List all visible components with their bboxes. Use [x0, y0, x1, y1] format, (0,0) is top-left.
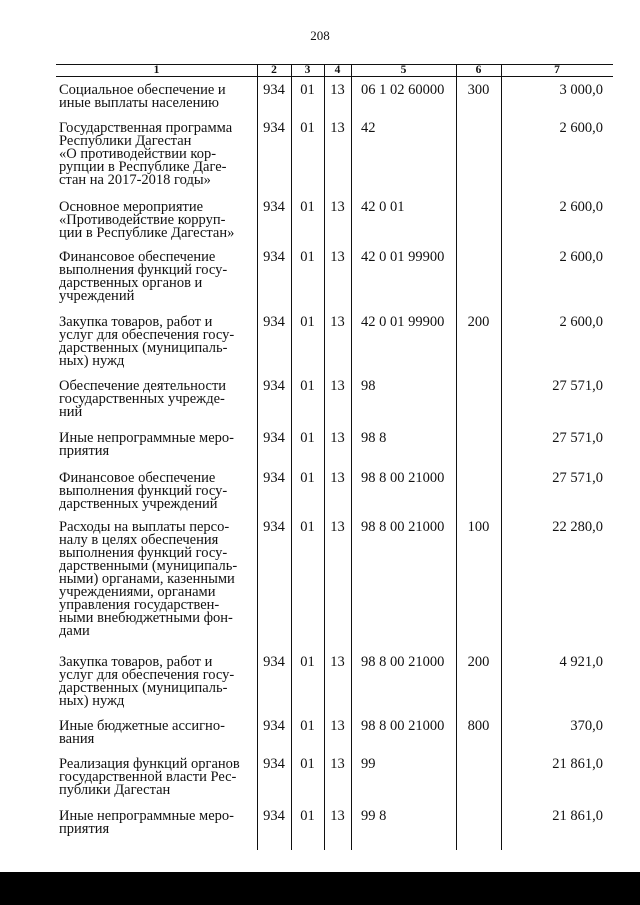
- header-col-3: 3: [304, 64, 311, 76]
- cell-c5: 98: [361, 378, 376, 394]
- row-name-line: дарственных органов и: [59, 275, 203, 291]
- cell-c7: 2 600,0: [559, 249, 603, 265]
- cell-c4: 13: [330, 199, 345, 215]
- row-name-line: учреждений: [59, 288, 135, 304]
- cell-c4: 13: [330, 718, 345, 734]
- row-name-line: услуг для обеспечения госу-: [59, 667, 235, 683]
- header-col-7: 7: [554, 64, 560, 76]
- cell-c2: 934: [263, 519, 285, 535]
- cell-c7: 27 571,0: [552, 430, 603, 446]
- row-name-line: услуг для обеспечения госу-: [59, 327, 235, 343]
- cell-c4: 13: [330, 519, 345, 535]
- row-name-line: ний: [59, 404, 83, 420]
- cell-c7: 3 000,0: [559, 82, 603, 98]
- cell-c4: 13: [330, 654, 345, 670]
- cell-c5: 98 8 00 21000: [361, 654, 445, 670]
- cell-c5: 42 0 01 99900: [361, 249, 445, 265]
- cell-c4: 13: [330, 82, 345, 98]
- cell-c6: 300: [467, 82, 490, 98]
- table-header: [56, 64, 613, 76]
- cell-c5: 99 8: [361, 808, 387, 824]
- cell-c3: 01: [300, 378, 315, 394]
- row-name-line: налу в целях обеспечения: [59, 532, 219, 548]
- cell-c5: 98 8 00 21000: [361, 470, 445, 486]
- cell-c2: 934: [263, 470, 285, 486]
- cell-c2: 934: [263, 120, 285, 136]
- page-number: 208: [310, 28, 330, 43]
- cell-c4: 13: [330, 808, 345, 824]
- cell-c5: 98 8: [361, 430, 387, 446]
- row-name-line: ных) нужд: [59, 693, 125, 709]
- row-name-line: Государственная программа: [59, 120, 233, 136]
- row-name-line: Закупка товаров, работ и: [59, 654, 213, 670]
- cell-c7: 27 571,0: [552, 378, 603, 394]
- row-name-line: приятия: [59, 821, 110, 837]
- row-name: [59, 84, 257, 110]
- cell-c2: 934: [263, 82, 285, 98]
- row-name-line: учреждениями, органами: [59, 584, 216, 600]
- row-name-line: Реализация функций органов: [59, 756, 240, 772]
- cell-c4: 13: [330, 470, 345, 486]
- cell-c4: 13: [330, 249, 345, 265]
- cell-c3: 01: [300, 314, 315, 330]
- row-name: [59, 720, 257, 746]
- cell-c6: 800: [467, 718, 490, 734]
- cell-c2: 934: [263, 808, 285, 824]
- row-name-line: иные выплаты населению: [59, 95, 219, 111]
- row-name-line: публики Дагестан: [59, 782, 171, 798]
- row-name: [59, 201, 257, 240]
- row-name-line: дарственных (муниципаль-: [59, 680, 228, 696]
- row-name-line: Республики Дагестан: [59, 133, 192, 149]
- cell-c4: 13: [330, 430, 345, 446]
- cell-c3: 01: [300, 718, 315, 734]
- header-col-6: 6: [475, 64, 482, 76]
- cell-c2: 934: [263, 654, 285, 670]
- cell-c3: 01: [300, 756, 315, 772]
- row-name-line: Иные непрограммные меро-: [59, 808, 234, 824]
- row-name-line: ными внебюджетными фон-: [59, 610, 233, 626]
- row-name-line: дарственных учреждений: [59, 496, 218, 512]
- cell-c7: 27 571,0: [552, 470, 603, 486]
- row-name-line: Обеспечение деятельности: [59, 378, 227, 394]
- column-divider: [351, 64, 352, 850]
- cell-c5: 98 8 00 21000: [361, 519, 445, 535]
- scan-edge-bar: [0, 872, 640, 905]
- row-name-line: Социальное обеспечение и: [59, 82, 226, 98]
- cell-c3: 01: [300, 249, 315, 265]
- row-name-line: Финансовое обеспечение: [59, 470, 216, 486]
- row-name: [59, 251, 257, 303]
- row-name: [59, 472, 257, 511]
- cell-c2: 934: [263, 199, 285, 215]
- row-name-line: государственных учрежде-: [59, 391, 225, 407]
- cell-c5: 99: [361, 756, 376, 772]
- cell-c7: 2 600,0: [559, 120, 603, 136]
- cell-c2: 934: [263, 430, 285, 446]
- row-name-line: выполнения функций госу-: [59, 545, 228, 561]
- cell-c4: 13: [330, 120, 345, 136]
- row-name: [59, 521, 257, 638]
- row-name: [59, 432, 257, 458]
- cell-c3: 01: [300, 199, 315, 215]
- header-rule-bottom: [56, 76, 613, 77]
- row-name-line: ных) нужд: [59, 353, 125, 369]
- row-name-line: Иные непрограммные меро-: [59, 430, 234, 446]
- row-name: [59, 380, 257, 419]
- row-name: [59, 656, 257, 708]
- row-name-line: Расходы на выплаты персо-: [59, 519, 230, 535]
- row-name: [59, 758, 257, 797]
- cell-c7: 2 600,0: [559, 314, 603, 330]
- cell-c6: 200: [467, 314, 490, 330]
- header-col-1: 1: [153, 64, 160, 76]
- cell-c2: 934: [263, 249, 285, 265]
- cell-c2: 934: [263, 718, 285, 734]
- cell-c3: 01: [300, 82, 315, 98]
- row-name: [59, 810, 257, 836]
- row-name-line: дарственных (муниципаль-: [59, 340, 228, 356]
- cell-c5: 42 0 01: [361, 199, 405, 215]
- cell-c6: 100: [467, 519, 490, 535]
- cell-c7: 4 921,0: [559, 654, 603, 670]
- cell-c4: 13: [330, 756, 345, 772]
- row-name-line: выполнения функций госу-: [59, 483, 228, 499]
- row-name-line: Закупка товаров, работ и: [59, 314, 213, 330]
- budget-table: [56, 64, 613, 850]
- cell-c7: 21 861,0: [552, 808, 603, 824]
- cell-c3: 01: [300, 430, 315, 446]
- row-name-line: Иные бюджетные ассигно-: [59, 718, 225, 734]
- cell-c2: 934: [263, 756, 285, 772]
- cell-c3: 01: [300, 808, 315, 824]
- header-col-5: 5: [400, 64, 407, 76]
- row-name-line: ными) органами, казенными: [59, 571, 235, 587]
- cell-c3: 01: [300, 470, 315, 486]
- row-name-line: управления государствен-: [59, 597, 220, 613]
- cell-c3: 01: [300, 519, 315, 535]
- cell-c6: 200: [467, 654, 490, 670]
- row-name-line: ции в Республике Дагестан»: [59, 225, 235, 241]
- row-name-line: Основное мероприятие: [59, 199, 204, 215]
- row-name-line: приятия: [59, 443, 110, 459]
- row-name-line: «О противодействии кор-: [59, 146, 217, 162]
- row-name-line: Финансовое обеспечение: [59, 249, 216, 265]
- header-col-4: 4: [334, 64, 341, 76]
- cell-c4: 13: [330, 314, 345, 330]
- cell-c2: 934: [263, 314, 285, 330]
- cell-c7: 2 600,0: [559, 199, 603, 215]
- row-name-line: вания: [59, 731, 95, 747]
- row-name-line: дами: [59, 623, 90, 639]
- cell-c4: 13: [330, 378, 345, 394]
- row-name-line: рупции в Республике Даге-: [59, 159, 227, 175]
- row-name-line: стан на 2017-2018 годы»: [59, 172, 211, 188]
- cell-c5: 42 0 01 99900: [361, 314, 445, 330]
- cell-c7: 21 861,0: [552, 756, 603, 772]
- cell-c5: 98 8 00 21000: [361, 718, 445, 734]
- row-name-line: дарственными (муниципаль-: [59, 558, 238, 574]
- cell-c5: 06 1 02 60000: [361, 82, 445, 98]
- cell-c3: 01: [300, 120, 315, 136]
- row-name: [59, 316, 257, 368]
- row-name: [59, 122, 257, 187]
- cell-c3: 01: [300, 654, 315, 670]
- cell-c7: 22 280,0: [552, 519, 603, 535]
- row-name-line: выполнения функций госу-: [59, 262, 228, 278]
- cell-c5: 42: [361, 120, 376, 136]
- row-name-line: «Противодействие корруп-: [59, 212, 226, 228]
- header-col-2: 2: [271, 64, 277, 76]
- cell-c7: 370,0: [570, 718, 603, 734]
- row-name-line: государственной власти Рес-: [59, 769, 237, 785]
- cell-c2: 934: [263, 378, 285, 394]
